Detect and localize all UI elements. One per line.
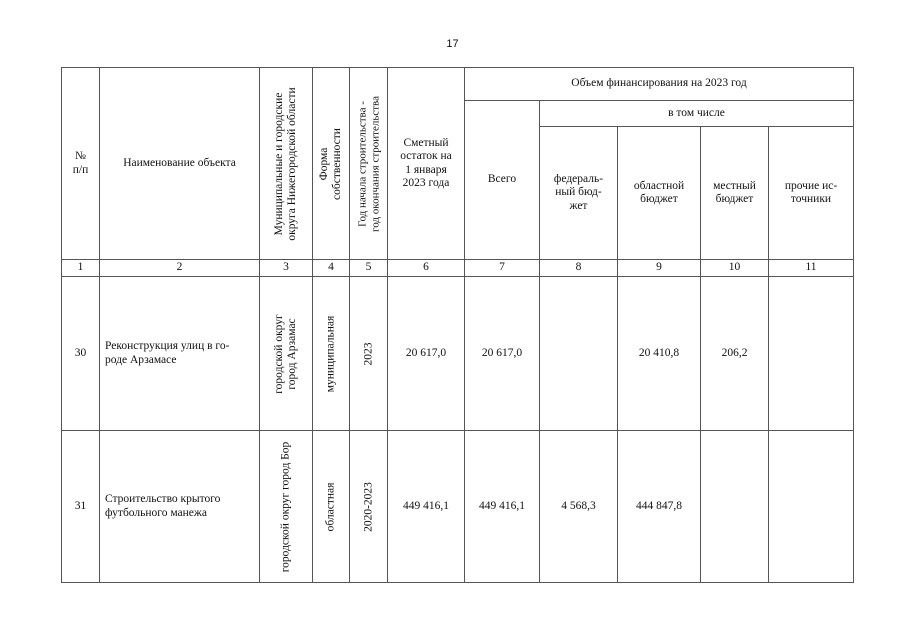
column-number: 8 [540,260,618,277]
column-number: 2 [100,260,260,277]
table-row [62,277,854,431]
row-ownership: областная [324,482,337,531]
column-number: 6 [388,260,465,277]
row-municipality: городской округ город Бор [279,441,292,572]
column-number: 3 [260,260,313,277]
row-other [769,277,854,431]
column-number: 5 [350,260,388,277]
row-ownership-cell [313,277,350,431]
column-number: 11 [769,260,854,277]
header-municipality-cell [260,68,313,260]
column-number: 1 [62,260,100,277]
header-total-cell [465,101,540,260]
header-municipality: Муниципальные и городские округа Нижегородской области [272,86,298,241]
column-number: 9 [618,260,701,277]
row-years: 2020-2023 [361,481,374,532]
header-federal: федераль- ный бюд- жет [553,173,604,212]
header-financing-cell [465,68,854,101]
row-balance: 449 416,1 [388,431,465,583]
row-total: 449 416,1 [465,431,540,583]
column-number: 7 [465,260,540,277]
table-row [62,431,854,583]
row-years: 2023 [361,342,374,365]
header-regional: областной бюджет [633,179,685,205]
row-ownership: муниципальная [324,315,337,392]
row-balance: 20 617,0 [388,277,465,431]
header-num: № п/п [72,150,89,176]
header-num-cell [62,68,100,260]
row-local [701,431,769,583]
header-other-cell [769,127,854,260]
header-name: Наименование объекта [123,156,236,169]
row-name: Реконструкция улиц в го- роде Арзамасе [100,277,260,431]
row-years-cell [350,431,388,583]
header-financing: Объем финансирования на 2023 год [571,77,747,90]
row-local: 206,2 [701,277,769,431]
row-other [769,431,854,583]
row-federal: 4 568,3 [540,431,618,583]
header-federal-cell [540,127,618,260]
row-regional: 20 410,8 [618,277,701,431]
header-including-cell [540,101,854,127]
row-federal [540,277,618,431]
header-years: Год начала строительства - год окончания строительства [355,95,381,232]
row-num: 30 [62,277,100,431]
row-ownership-cell [313,431,350,583]
header-regional-cell [618,127,701,260]
header-balance: Сметный остаток на 1 января 2023 года [400,137,452,189]
financing-table [61,67,854,583]
row-municipality-cell [260,277,313,431]
column-number-row [62,260,854,277]
row-municipality: городской округ город Арзамас [272,313,298,394]
row-years-cell [350,277,388,431]
header-including: в том числе [668,106,725,119]
header-other: прочие ис- точники [784,179,838,205]
header-ownership: Форма собственности [317,127,343,200]
header-total: Всего [487,173,517,186]
row-num: 31 [62,431,100,583]
column-number: 4 [313,260,350,277]
row-total: 20 617,0 [465,277,540,431]
row-regional: 444 847,8 [618,431,701,583]
row-name: Строительство крытого футбольного манежа [100,431,260,583]
header-ownership-cell [313,68,350,260]
row-municipality-cell [260,431,313,583]
header-local: местный бюджет [713,179,756,205]
header-name-cell [100,68,260,260]
header-balance-cell [388,68,465,260]
column-number: 10 [701,260,769,277]
header-years-cell [350,68,388,260]
page-number: 17 [446,38,459,50]
header-local-cell [701,127,769,260]
